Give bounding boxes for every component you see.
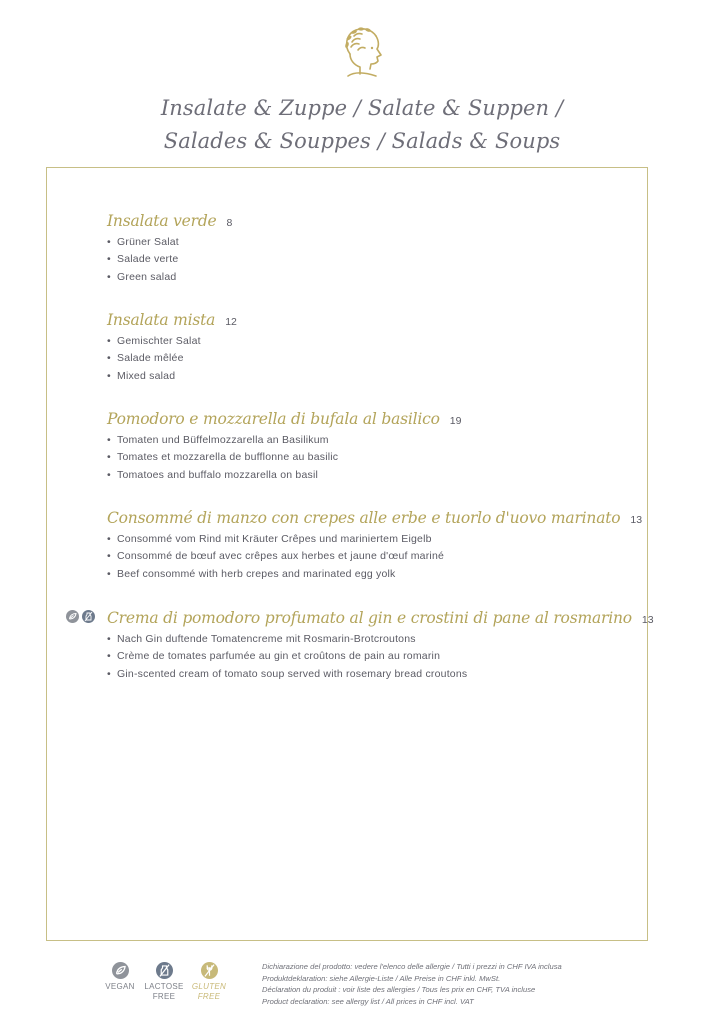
declaration-line: Produktdeklaration: siehe Allergie-Liste / Alle Preise in CHF inkl. MwSt. [262, 973, 501, 983]
dish-price: 12 [225, 316, 237, 328]
dish-description-line: • Tomates et mozzarella de bufflonne au basilic [107, 451, 339, 464]
menu-item [107, 311, 237, 385]
dish-name: Insalata mista [107, 311, 216, 329]
dish-description-line: • Green salad [107, 270, 177, 283]
product-declaration [262, 961, 662, 1007]
dish-description-line: • Salade verte [107, 253, 179, 266]
dish-description-line: • Tomaten und Büffelmozzarella an Basilikum [107, 434, 329, 446]
dish-price: 13 [641, 614, 654, 626]
menu-item [107, 212, 232, 286]
legend-label: GLUTEN FREE [191, 982, 227, 1001]
dish-price: 19 [449, 415, 462, 427]
dish-price: 8 [226, 217, 233, 229]
dish-description-line: • Gin-scented cream of tomato soup served with rosemary bread croutons [107, 667, 468, 680]
dish-name: Pomodoro e mozzarella di bufala al basilico [107, 410, 440, 428]
dish-description-line: • Nach Gin duftende Tomatencreme mit Rosmarin-Brotcroutons [107, 633, 416, 645]
dish-description-line: • Salade mêlée [107, 352, 184, 365]
lactose-free-icon [82, 610, 95, 623]
gluten-free-icon [201, 962, 218, 979]
menu-item [107, 609, 654, 683]
lactose-free-icon [156, 962, 173, 979]
dish-description-line: • Mixed salad [107, 369, 176, 382]
legend-label: VEGAN [105, 982, 135, 991]
laurel-head-logo [336, 24, 388, 84]
dish-price: 13 [630, 514, 643, 526]
dish-description-line: • Consommé vom Rind mit Kräuter Crêpes und mariniertem Eigelb [107, 533, 432, 545]
dish-name: Crema di pomodoro profumato al gin e crostini di pane al rosmarino [107, 609, 632, 627]
dish-description-line: • Consommé de bœuf avec crêpes aux herbes et jaune d'œuf mariné [107, 550, 445, 563]
dish-name: Consommé di manzo con crepes alle erbe e tuorlo d'uovo marinato [107, 509, 621, 527]
menu-item [107, 509, 642, 583]
dish-description-line: • Grüner Salat [107, 236, 179, 248]
dish-description-line: • Tomatoes and buffalo mozzarella on basil [107, 468, 319, 481]
menu-item [107, 410, 461, 484]
declaration-line: Dichiarazione del prodotto: vedere l'elenco delle allergie / Tutti i prezzi in CHF IVA inclusa [262, 962, 562, 971]
vegan-icon [112, 962, 129, 979]
declaration-line: Product declaration: see allergy list / All prices in CHF incl. VAT [262, 996, 474, 1006]
page-title-line-1: Insalate & Zuppe / Salate & Suppen / [160, 96, 564, 120]
declaration-line: Déclaration du produit : voir liste des allergies / Tous les prix en CHF, TVA incluse [262, 985, 536, 995]
legend-label: LACTOSE FREE [144, 982, 184, 1001]
page-title-line-2: Salades & Souppes / Salads & Soups [163, 129, 561, 153]
legend-lactose-free [141, 962, 187, 1002]
dish-description-line: • Crème de tomates parfumée au gin et croûtons de pain au romarin [107, 650, 441, 663]
dish-description-line: • Gemischter Salat [107, 335, 201, 347]
dish-name: Insalata verde [107, 212, 217, 230]
dish-description-line: • Beef consommé with herb crepes and marinated egg yolk [107, 567, 396, 580]
dish-dietary-icons [66, 610, 95, 623]
legend-gluten-free [186, 962, 232, 1002]
vegan-icon [66, 610, 79, 623]
legend-vegan [97, 962, 143, 992]
